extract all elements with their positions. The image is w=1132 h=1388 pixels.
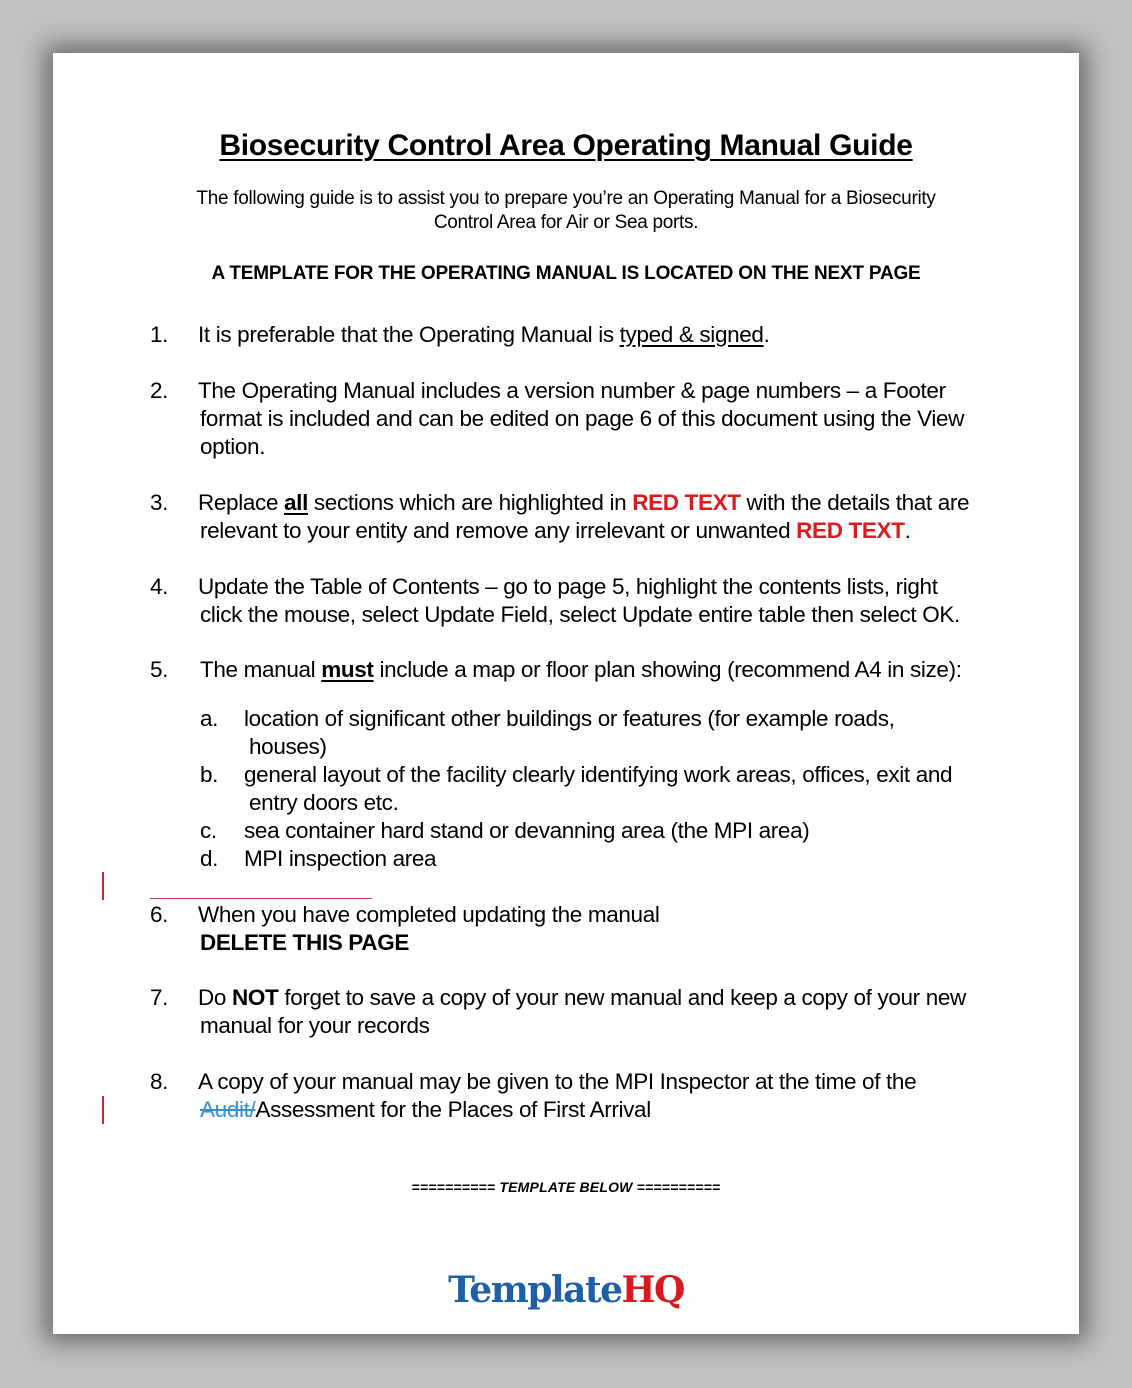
change-bar <box>102 1096 104 1124</box>
subtitle-line-2: Control Area for Air or Sea ports. <box>433 212 699 233</box>
item-number: 6. <box>150 902 169 927</box>
item-text <box>198 573 960 629</box>
sub-item-text: MPI inspection area <box>244 846 437 871</box>
all-emphasis: all <box>284 490 308 515</box>
item-text-post: . <box>763 322 770 347</box>
document-subtitle <box>53 187 1079 235</box>
subtitle-line-1: The following guide is to assist you to prepare you’re an Operating Manual for a Biosecurity <box>196 188 936 209</box>
item-text <box>198 489 969 545</box>
item-number: 1. <box>150 322 169 347</box>
item-text-post: with the details that are <box>740 490 970 515</box>
tracked-change-line <box>150 898 372 899</box>
delete-this-page-label: DELETE THIS PAGE <box>200 930 410 955</box>
item-line: manual for your records <box>200 1013 430 1038</box>
template-below-divider: ========== TEMPLATE BELOW ========== <box>411 1179 721 1195</box>
item-text-post: Assessment for the Places of First Arrival <box>255 1097 651 1122</box>
red-text-label: RED TEXT <box>632 490 741 515</box>
item-line: houses) <box>249 734 327 759</box>
item-text-post: include a map or floor plan showing (recommend A4 in size): <box>373 657 962 682</box>
item-text-mid: sections which are highlighted in <box>307 490 633 515</box>
item-text-pre: relevant to your entity and remove any irrelevant or unwanted <box>200 518 797 543</box>
item-line <box>198 489 969 517</box>
item-number: 3. <box>150 490 169 515</box>
item-text <box>198 984 966 1040</box>
sub-item-text: sea container hard stand or devanning area (the MPI area) <box>244 818 810 843</box>
item-line: option. <box>200 434 266 459</box>
template-notice: A TEMPLATE FOR THE OPERATING MANUAL IS LOCATED ON THE NEXT PAGE <box>211 263 921 284</box>
logo-template-text: Template <box>448 1269 622 1311</box>
logo-hq-text: HQ <box>621 1269 684 1311</box>
item-number: 2. <box>150 378 169 403</box>
item-line: format is included and can be edited on page 6 of this document using the View <box>200 406 965 431</box>
change-bar <box>102 872 104 900</box>
item-line: click the mouse, select Update Field, select Update entire table then select OK. <box>200 602 960 627</box>
item-line: location of significant other buildings or features (for example roads, <box>244 706 895 731</box>
item-line <box>198 984 966 1012</box>
item-text-post: forget to save a copy of your new manual and keep a copy of your new <box>278 985 966 1010</box>
item-text <box>198 321 770 349</box>
document-page <box>53 53 1079 1334</box>
red-text-label: RED TEXT <box>796 518 905 543</box>
item-text-pre: Replace <box>198 490 285 515</box>
item-line: A copy of your manual may be given to the MPI Inspector at the time of the <box>198 1069 917 1094</box>
sub-item-letter: a. <box>200 706 219 731</box>
item-text-pre: The manual <box>200 657 322 682</box>
item-line: The Operating Manual includes a version number & page numbers – a Footer <box>198 378 946 403</box>
item-number: 8. <box>150 1069 169 1094</box>
item-line <box>198 1096 916 1124</box>
sub-item-text <box>244 705 895 761</box>
tracked-deletion: Audit/ <box>200 1097 256 1122</box>
sub-item-letter: d. <box>200 846 219 871</box>
not-emphasis: NOT <box>231 985 279 1010</box>
sub-item-letter: b. <box>200 762 219 787</box>
item-line: When you have completed updating the manual <box>198 902 660 927</box>
item-line: entry doors etc. <box>249 790 399 815</box>
item-number: 5. <box>150 657 169 682</box>
templatehq-logo <box>53 1269 1079 1311</box>
item-number: 7. <box>150 985 169 1010</box>
item-number: 4. <box>150 574 169 599</box>
typed-signed-emphasis: typed & signed <box>619 322 764 347</box>
item-text-pre: Do <box>198 985 232 1010</box>
item-text <box>198 901 660 957</box>
item-line: Update the Table of Contents – go to page 5, highlight the contents lists, right <box>198 574 938 599</box>
item-text-post: . <box>904 518 911 543</box>
sub-item-letter: c. <box>200 818 217 843</box>
item-line: general layout of the facility clearly identifying work areas, offices, exit and <box>244 762 953 787</box>
document-title: Biosecurity Control Area Operating Manual Guide <box>219 129 913 162</box>
item-line <box>198 517 969 545</box>
sub-item-text <box>244 761 952 817</box>
item-text-pre: It is preferable that the Operating Manual is <box>198 322 620 347</box>
must-emphasis: must <box>321 657 374 682</box>
item-text <box>198 377 964 461</box>
item-text <box>200 656 962 684</box>
item-text <box>198 1068 916 1124</box>
